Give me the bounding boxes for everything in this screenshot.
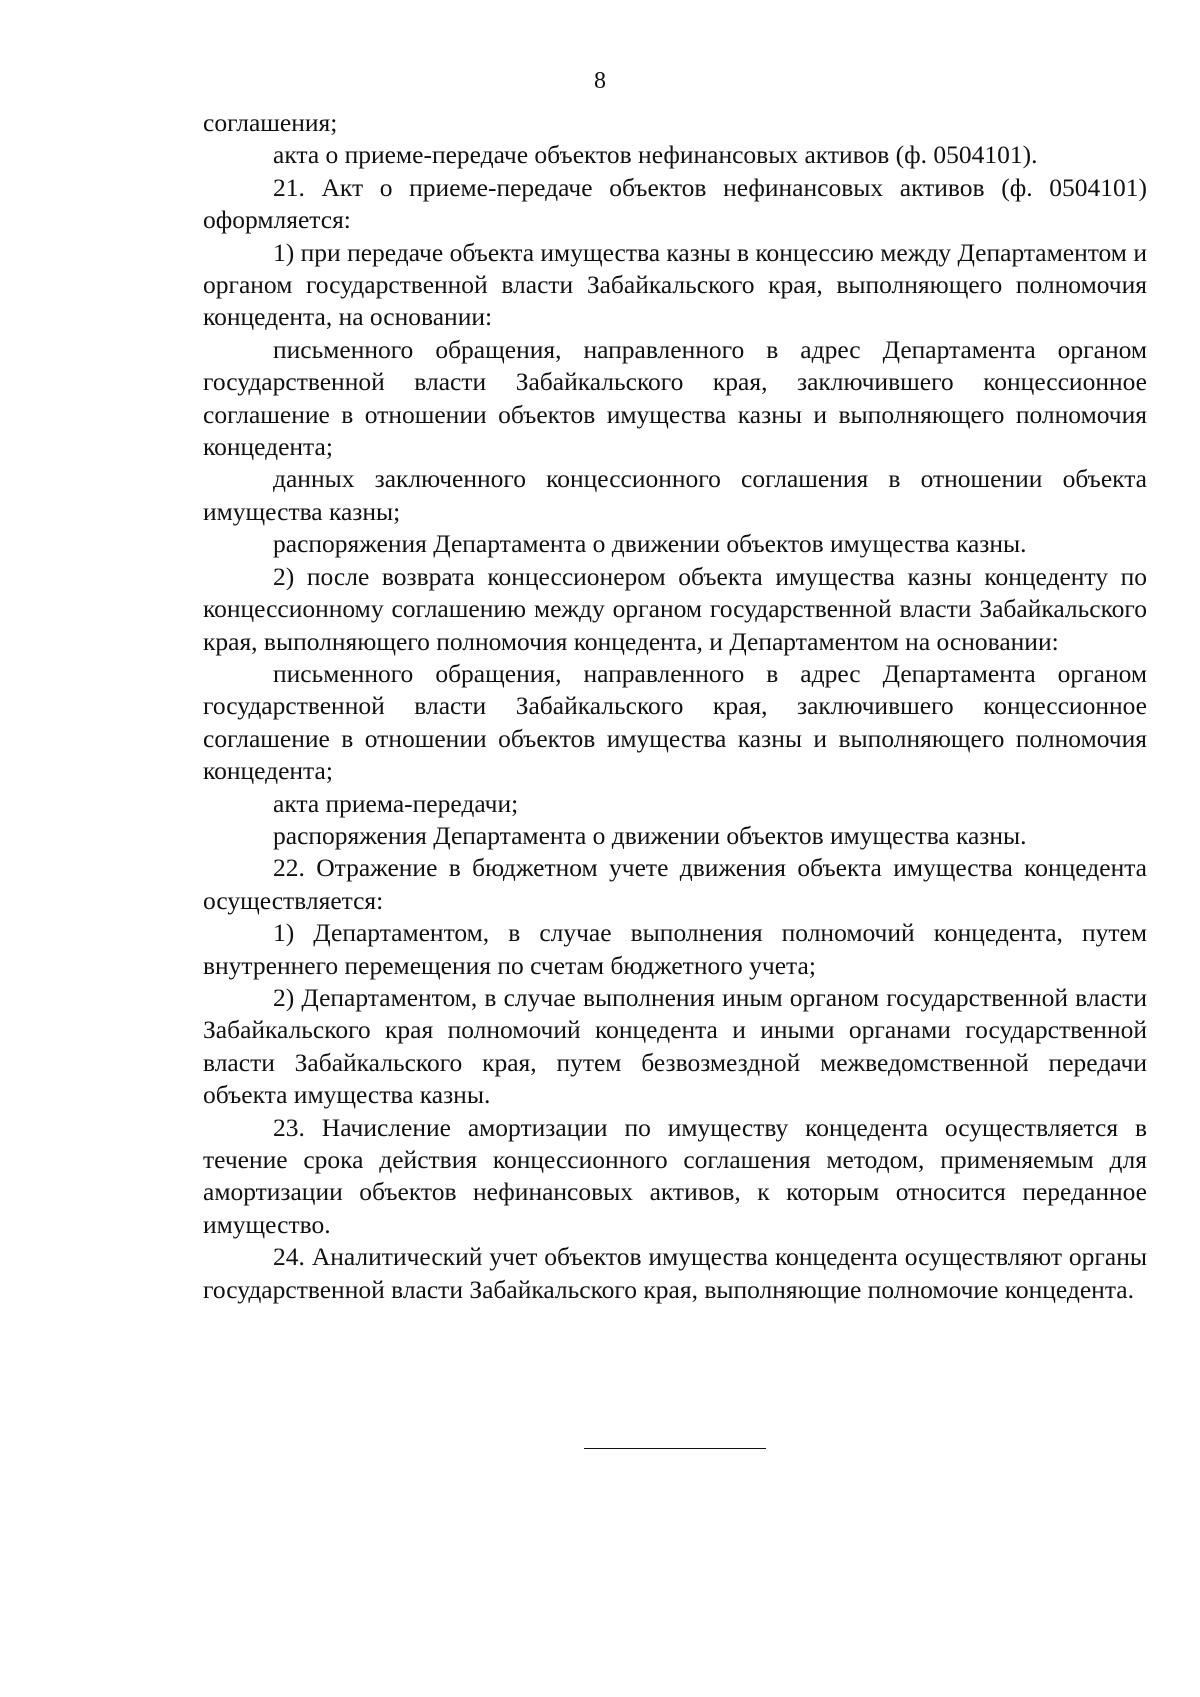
end-of-text-rule	[584, 1448, 766, 1449]
paragraph: распоряжения Департамента о движении объектов имущества казны.	[273, 820, 1027, 850]
paragraph: 1) Департаментом, в случае выполнения полномочий концедента, путем внутреннего перемещения по счетам бюджетного учета;	[203, 918, 1147, 980]
paragraph: распоряжения Департамента о движении объектов имущества казны.	[273, 529, 1027, 559]
paragraph: 2) Департаментом, в случае выполнения иным органом государственной власти Забайкальского края полномочий концедента и иными органами государственной власти Забайкальского края, путем безвозмездной межведомственной передачи объекта имущества казны.	[203, 982, 1147, 1110]
paragraph: соглашения;	[203, 108, 338, 137]
page-number: 8	[594, 68, 606, 94]
paragraph: 24. Аналитический учет объектов имущества концедента осуществляют органы государственной власти Забайкальского края, выполняющие полномочие концедента.	[203, 1242, 1147, 1304]
paragraph: акта приема-передачи;	[273, 788, 519, 818]
paragraph: 23. Начисление амортизации по имуществу концедента осуществляется в течение срока действия концессионного соглашения методом, применяемым для амортизации объектов нефинансовых активов, к которым относится переданное имущество.	[203, 1112, 1147, 1239]
paragraph: 2) после возврата концессионером объекта имущества казны концеденту по концессионному соглашению между органом государственной власти Забайкальского края, выполняющего полномочия концедента, и Департаментом на основании:	[203, 561, 1147, 656]
paragraph: акта о приеме-передаче объектов нефинансовых активов (ф. 0504101).	[273, 140, 1038, 170]
paragraph: 22. Отражение в бюджетном учете движения объекта имущества концедента осуществляется:	[203, 853, 1147, 915]
paragraph: письменного обращения, направленного в адрес Департамента органом государственной власти Забайкальского края, заключившего концессионное соглашение в отношении объектов имущества казны и выполняющего полномочия концедента;	[203, 334, 1147, 462]
paragraph: 21. Акт о приеме-передаче объектов нефинансовых активов (ф. 0504101) оформляется:	[203, 172, 1147, 235]
paragraph: 1) при передаче объекта имущества казны в концессию между Департаментом и органом государственной власти Забайкальского края, выполняющего полномочия концедента, на основании:	[203, 237, 1147, 332]
paragraph: письменного обращения, направленного в адрес Департамента органом государственной власти Забайкальского края, заключившего концессионное соглашение в отношении объектов имущества казны и выполняющего полномочия концедента;	[203, 658, 1147, 786]
paragraph: данных заключенного концессионного соглашения в отношении объекта имущества казны;	[203, 464, 1147, 526]
document-body	[203, 107, 1147, 1306]
